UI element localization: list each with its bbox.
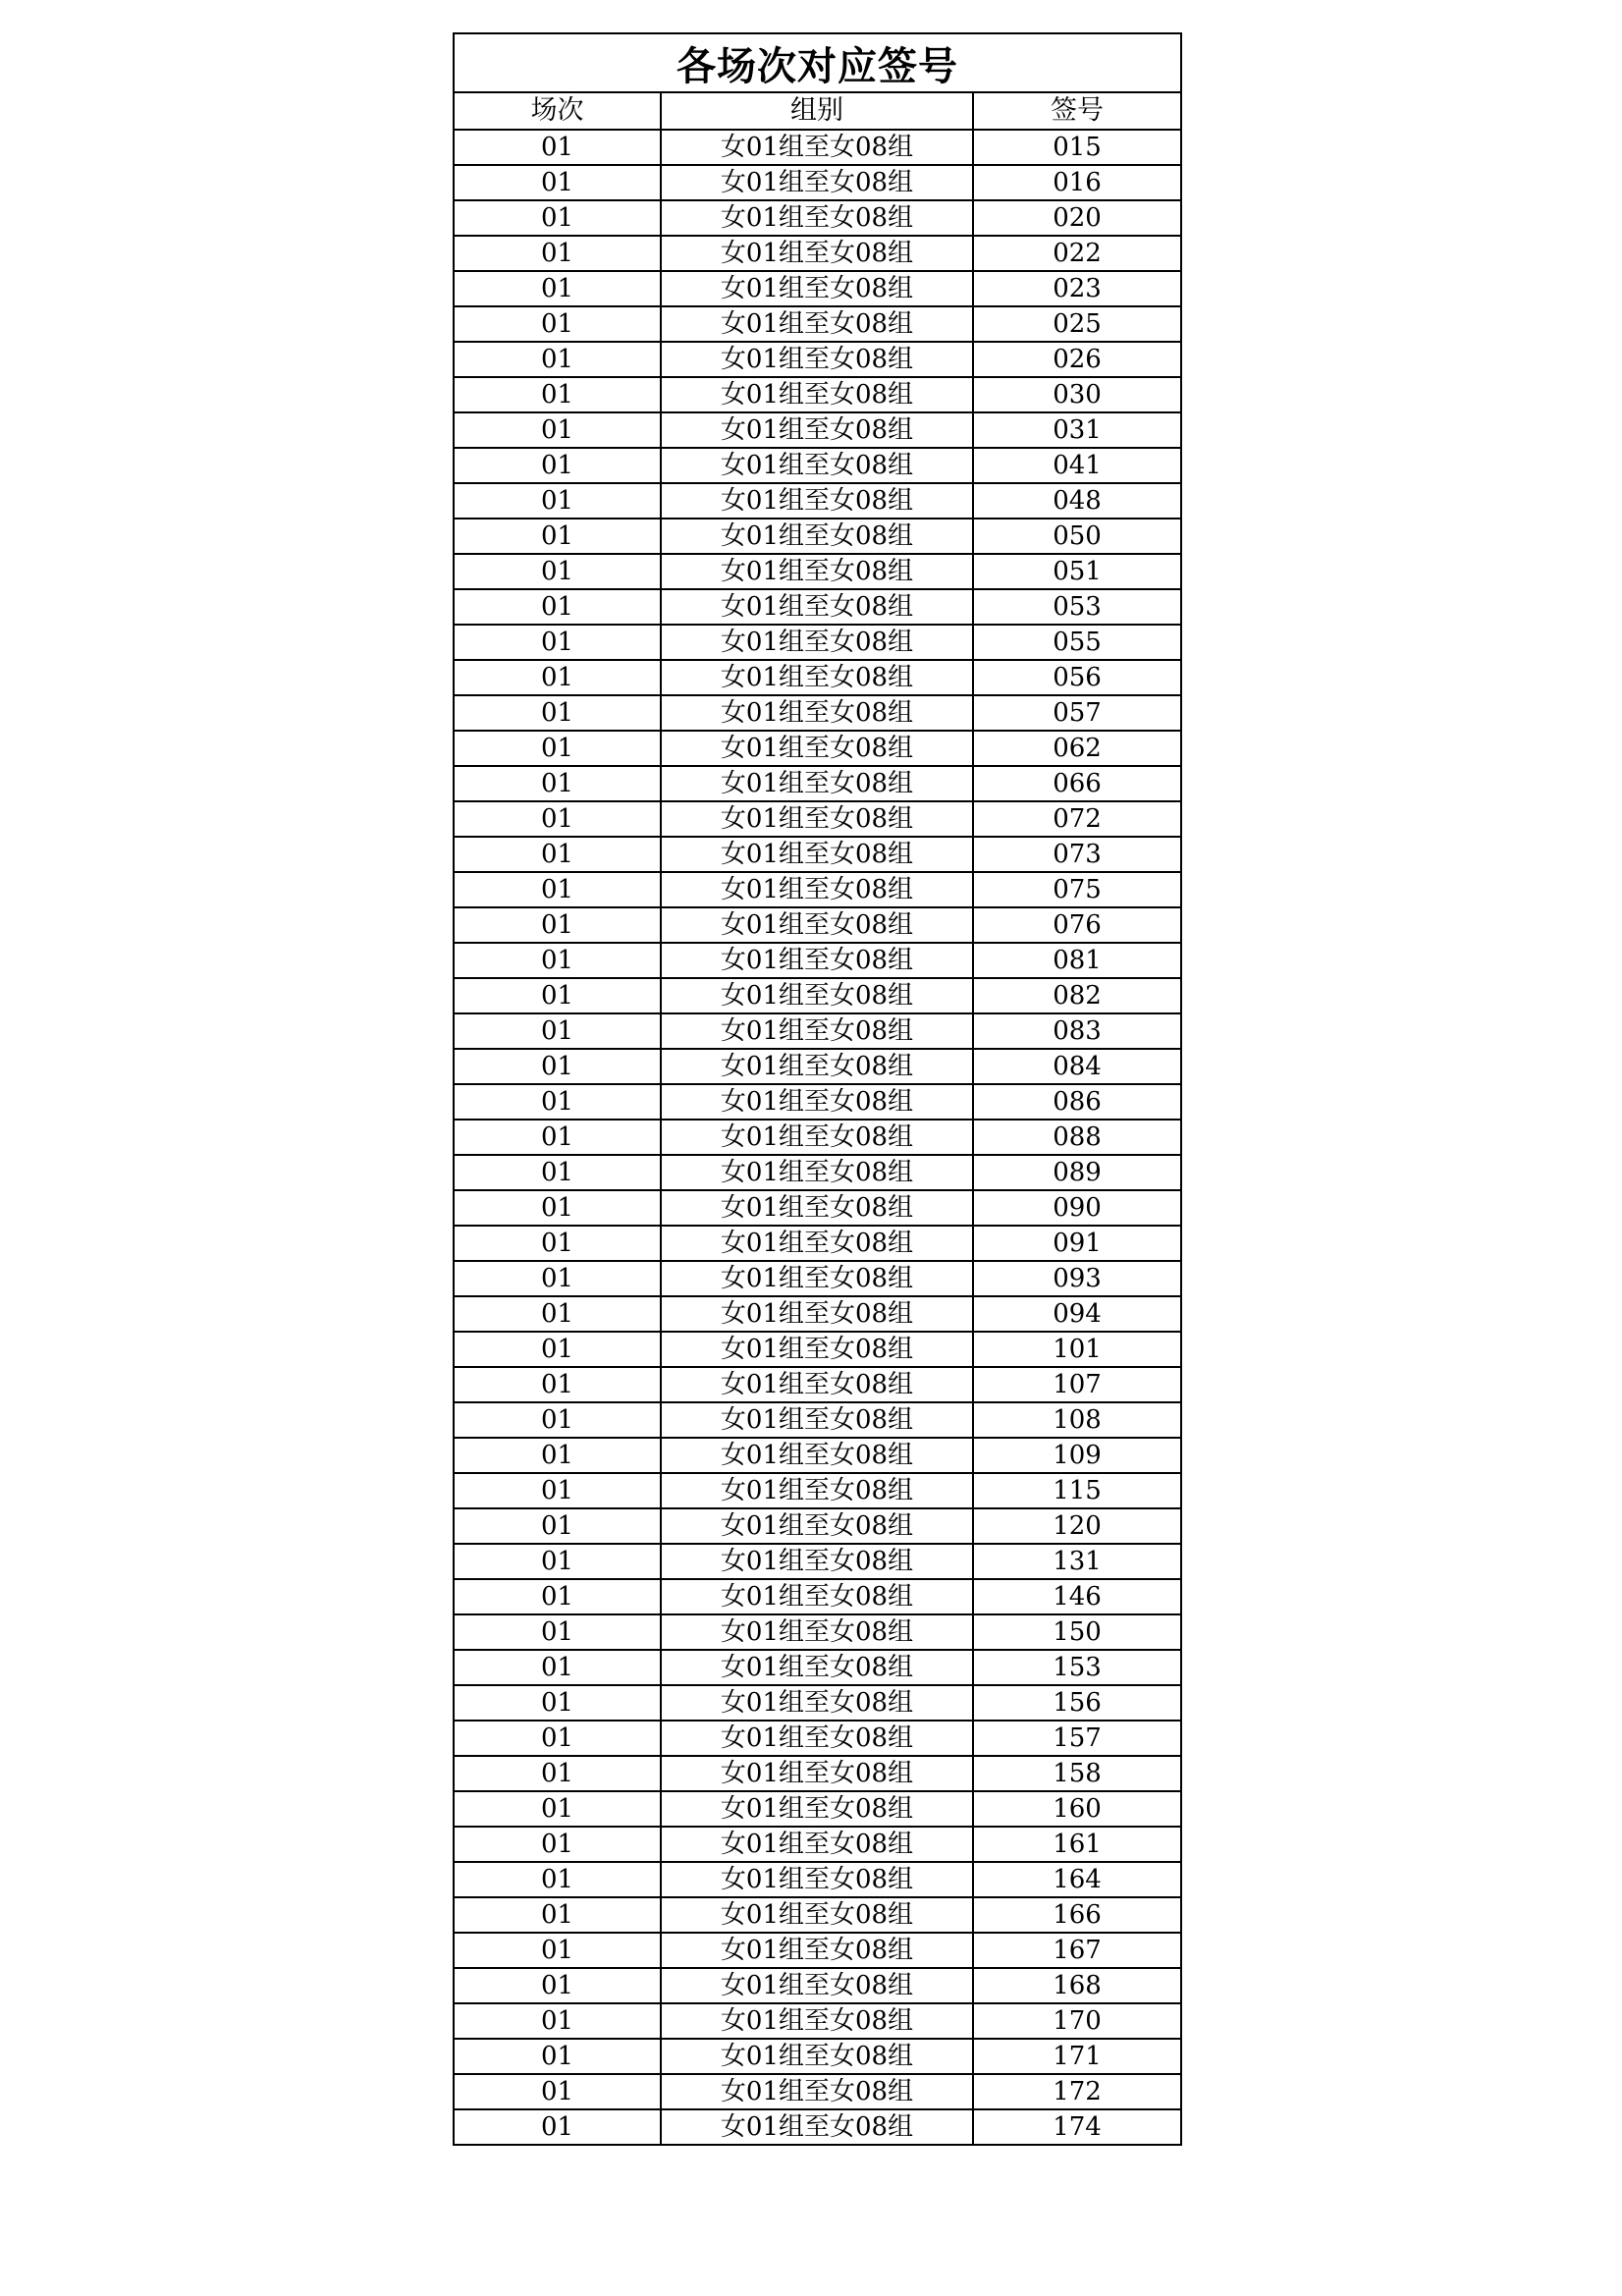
table-title: 各场次对应签号 [454,33,1181,92]
session-cell: 01 [454,907,661,943]
group-cell: 女01组至女08组 [661,1897,973,1933]
group-cell: 女01组至女08组 [661,978,973,1013]
table-body [454,130,1181,2145]
draw-number-cell: 150 [973,1614,1181,1650]
draw-number-cell: 015 [973,130,1181,165]
table-row [454,1084,1181,1120]
draw-number-cell: 075 [973,872,1181,907]
table-row [454,907,1181,943]
title-row [454,33,1181,92]
group-cell: 女01组至女08组 [661,1473,973,1508]
session-cell: 01 [454,1473,661,1508]
group-cell: 女01组至女08组 [661,801,973,837]
table-row [454,1049,1181,1084]
group-cell: 女01组至女08组 [661,448,973,483]
group-cell: 女01组至女08组 [661,1933,973,1968]
draw-number-cell: 057 [973,695,1181,731]
group-cell: 女01组至女08组 [661,1685,973,1721]
draw-number-cell: 168 [973,1968,1181,2003]
draw-number-cell: 108 [973,1402,1181,1438]
session-cell: 01 [454,1544,661,1579]
draw-number-cell: 066 [973,766,1181,801]
table-row [454,872,1181,907]
group-cell: 女01组至女08组 [661,2003,973,2039]
session-cell: 01 [454,1190,661,1226]
header-row [454,92,1181,130]
group-cell: 女01组至女08组 [661,1261,973,1296]
draw-number-cell: 053 [973,589,1181,625]
table-row [454,1296,1181,1332]
group-cell: 女01组至女08组 [661,2109,973,2145]
group-cell: 女01组至女08组 [661,1332,973,1367]
table-row [454,236,1181,271]
table-row [454,377,1181,412]
table-row [454,200,1181,236]
draw-number-cell: 051 [973,554,1181,589]
group-cell: 女01组至女08组 [661,342,973,377]
draw-number-cell: 073 [973,837,1181,872]
group-cell: 女01组至女08组 [661,1791,973,1827]
session-cell: 01 [454,2109,661,2145]
session-cell: 01 [454,1367,661,1402]
group-cell: 女01组至女08组 [661,1013,973,1049]
group-cell: 女01组至女08组 [661,907,973,943]
table-row [454,837,1181,872]
table-row [454,1155,1181,1190]
draw-number-cell: 120 [973,1508,1181,1544]
session-cell: 01 [454,1579,661,1614]
table-row [454,1402,1181,1438]
table-row [454,1120,1181,1155]
group-cell: 女01组至女08组 [661,412,973,448]
draw-number-cell: 107 [973,1367,1181,1402]
session-cell: 01 [454,1402,661,1438]
table-row [454,943,1181,978]
session-cell: 01 [454,2003,661,2039]
table-row [454,625,1181,660]
session-cell: 01 [454,837,661,872]
session-cell: 01 [454,1261,661,1296]
table-row [454,2109,1181,2145]
table-row [454,1968,1181,2003]
session-cell: 01 [454,554,661,589]
draw-number-cell: 090 [973,1190,1181,1226]
table-row [454,1579,1181,1614]
session-cell: 01 [454,1650,661,1685]
group-cell: 女01组至女08组 [661,1049,973,1084]
group-cell: 女01组至女08组 [661,1827,973,1862]
draw-number-cell: 016 [973,165,1181,200]
draw-number-cell: 083 [973,1013,1181,1049]
session-cell: 01 [454,1155,661,1190]
table-row [454,1756,1181,1791]
group-cell: 女01组至女08组 [661,731,973,766]
table-row [454,589,1181,625]
session-cell: 01 [454,519,661,554]
table-row [454,1226,1181,1261]
table-row [454,1614,1181,1650]
table-row [454,2039,1181,2074]
draw-number-cell: 166 [973,1897,1181,1933]
table-row [454,1721,1181,1756]
session-cell: 01 [454,1827,661,1862]
table-row [454,1897,1181,1933]
group-cell: 女01组至女08组 [661,1862,973,1897]
session-cell: 01 [454,1120,661,1155]
session-cell: 01 [454,695,661,731]
group-cell: 女01组至女08组 [661,2039,973,2074]
table-row [454,1438,1181,1473]
draw-number-cell: 094 [973,1296,1181,1332]
table-row [454,1544,1181,1579]
session-cell: 01 [454,1508,661,1544]
session-cell: 01 [454,1721,661,1756]
draw-number-cell: 082 [973,978,1181,1013]
draw-number-cell: 031 [973,412,1181,448]
draw-number-cell: 020 [973,200,1181,236]
draw-number-cell: 086 [973,1084,1181,1120]
table-row [454,1650,1181,1685]
draw-number-cell: 146 [973,1579,1181,1614]
session-cell: 01 [454,1084,661,1120]
session-cell: 01 [454,1438,661,1473]
draw-number-cell: 109 [973,1438,1181,1473]
session-cell: 01 [454,1049,661,1084]
draw-number-cell: 030 [973,377,1181,412]
group-cell: 女01组至女08组 [661,554,973,589]
session-cell: 01 [454,766,661,801]
draw-number-cell: 161 [973,1827,1181,1862]
table-row [454,1508,1181,1544]
column-header-draw-number: 签号 [973,92,1181,130]
group-cell: 女01组至女08组 [661,306,973,342]
group-cell: 女01组至女08组 [661,695,973,731]
draw-number-cell: 115 [973,1473,1181,1508]
draw-number-cell: 170 [973,2003,1181,2039]
session-cell: 01 [454,165,661,200]
group-cell: 女01组至女08组 [661,483,973,519]
session-cell: 01 [454,342,661,377]
table-row [454,2074,1181,2109]
session-cell: 01 [454,625,661,660]
session-cell: 01 [454,130,661,165]
draw-number-cell: 088 [973,1120,1181,1155]
table-row [454,165,1181,200]
table-row [454,1933,1181,1968]
session-cell: 01 [454,1614,661,1650]
table-row [454,1261,1181,1296]
draw-number-cell: 076 [973,907,1181,943]
group-cell: 女01组至女08组 [661,1650,973,1685]
group-cell: 女01组至女08组 [661,943,973,978]
group-cell: 女01组至女08组 [661,872,973,907]
draw-number-cell: 174 [973,2109,1181,2145]
draw-number-cell: 093 [973,1261,1181,1296]
session-cell: 01 [454,306,661,342]
draw-number-cell: 055 [973,625,1181,660]
session-cell: 01 [454,483,661,519]
group-cell: 女01组至女08组 [661,1402,973,1438]
draw-number-cell: 171 [973,2039,1181,2074]
table-row [454,519,1181,554]
draw-number-cell: 025 [973,306,1181,342]
session-cell: 01 [454,200,661,236]
session-cell: 01 [454,1685,661,1721]
group-cell: 女01组至女08组 [661,1226,973,1261]
table-row [454,1791,1181,1827]
table-row [454,1367,1181,1402]
group-cell: 女01组至女08组 [661,1155,973,1190]
session-cell: 01 [454,1933,661,1968]
table-row [454,1190,1181,1226]
session-cell: 01 [454,978,661,1013]
draw-number-cell: 022 [973,236,1181,271]
table-row [454,731,1181,766]
session-cell: 01 [454,1013,661,1049]
table-row [454,1827,1181,1862]
group-cell: 女01组至女08组 [661,1579,973,1614]
draw-number-cell: 157 [973,1721,1181,1756]
group-cell: 女01组至女08组 [661,1190,973,1226]
table-row [454,342,1181,377]
draw-number-cell: 167 [973,1933,1181,1968]
session-cell: 01 [454,2039,661,2074]
session-cell: 01 [454,1756,661,1791]
session-cell: 01 [454,412,661,448]
group-cell: 女01组至女08组 [661,837,973,872]
session-cell: 01 [454,1296,661,1332]
session-cell: 01 [454,2074,661,2109]
group-cell: 女01组至女08组 [661,200,973,236]
draw-number-cell: 023 [973,271,1181,306]
draw-number-cell: 048 [973,483,1181,519]
draw-number-cell: 089 [973,1155,1181,1190]
draw-number-cell: 156 [973,1685,1181,1721]
draw-number-cell: 026 [973,342,1181,377]
group-cell: 女01组至女08组 [661,271,973,306]
session-cell: 01 [454,377,661,412]
session-cell: 01 [454,1862,661,1897]
table-row [454,1013,1181,1049]
group-cell: 女01组至女08组 [661,236,973,271]
table-row [454,660,1181,695]
session-cell: 01 [454,660,661,695]
column-header-session: 场次 [454,92,661,130]
draw-number-cell: 050 [973,519,1181,554]
table-row [454,695,1181,731]
session-cell: 01 [454,589,661,625]
draw-number-table [453,32,1182,2146]
group-cell: 女01组至女08组 [661,660,973,695]
draw-number-cell: 091 [973,1226,1181,1261]
table-row [454,1862,1181,1897]
draw-number-cell: 084 [973,1049,1181,1084]
group-cell: 女01组至女08组 [661,377,973,412]
draw-number-cell: 072 [973,801,1181,837]
draw-number-cell: 164 [973,1862,1181,1897]
group-cell: 女01组至女08组 [661,766,973,801]
draw-number-cell: 158 [973,1756,1181,1791]
session-cell: 01 [454,1968,661,2003]
table-row [454,978,1181,1013]
table-row [454,554,1181,589]
session-cell: 01 [454,1226,661,1261]
draw-number-cell: 160 [973,1791,1181,1827]
session-cell: 01 [454,1791,661,1827]
group-cell: 女01组至女08组 [661,1120,973,1155]
draw-number-cell: 062 [973,731,1181,766]
session-cell: 01 [454,236,661,271]
group-cell: 女01组至女08组 [661,1968,973,2003]
group-cell: 女01组至女08组 [661,1508,973,1544]
group-cell: 女01组至女08组 [661,165,973,200]
session-cell: 01 [454,271,661,306]
group-cell: 女01组至女08组 [661,2074,973,2109]
group-cell: 女01组至女08组 [661,1438,973,1473]
session-cell: 01 [454,1897,661,1933]
table-row [454,412,1181,448]
group-cell: 女01组至女08组 [661,1084,973,1120]
session-cell: 01 [454,1332,661,1367]
session-cell: 01 [454,801,661,837]
group-cell: 女01组至女08组 [661,1367,973,1402]
draw-number-cell: 172 [973,2074,1181,2109]
column-header-group: 组别 [661,92,973,130]
session-cell: 01 [454,731,661,766]
table-row [454,306,1181,342]
draw-number-cell: 153 [973,1650,1181,1685]
table-row [454,766,1181,801]
draw-number-cell: 131 [973,1544,1181,1579]
session-cell: 01 [454,943,661,978]
table-row [454,801,1181,837]
group-cell: 女01组至女08组 [661,1721,973,1756]
table-row [454,483,1181,519]
group-cell: 女01组至女08组 [661,1756,973,1791]
group-cell: 女01组至女08组 [661,625,973,660]
draw-number-cell: 041 [973,448,1181,483]
group-cell: 女01组至女08组 [661,1614,973,1650]
draw-number-cell: 081 [973,943,1181,978]
table-row [454,130,1181,165]
table-row [454,1332,1181,1367]
table-row [454,1473,1181,1508]
group-cell: 女01组至女08组 [661,1544,973,1579]
draw-number-cell: 101 [973,1332,1181,1367]
draw-number-cell: 056 [973,660,1181,695]
group-cell: 女01组至女08组 [661,589,973,625]
session-cell: 01 [454,872,661,907]
table-row [454,448,1181,483]
table-row [454,1685,1181,1721]
table-row [454,2003,1181,2039]
group-cell: 女01组至女08组 [661,519,973,554]
group-cell: 女01组至女08组 [661,130,973,165]
session-cell: 01 [454,448,661,483]
group-cell: 女01组至女08组 [661,1296,973,1332]
table-row [454,271,1181,306]
